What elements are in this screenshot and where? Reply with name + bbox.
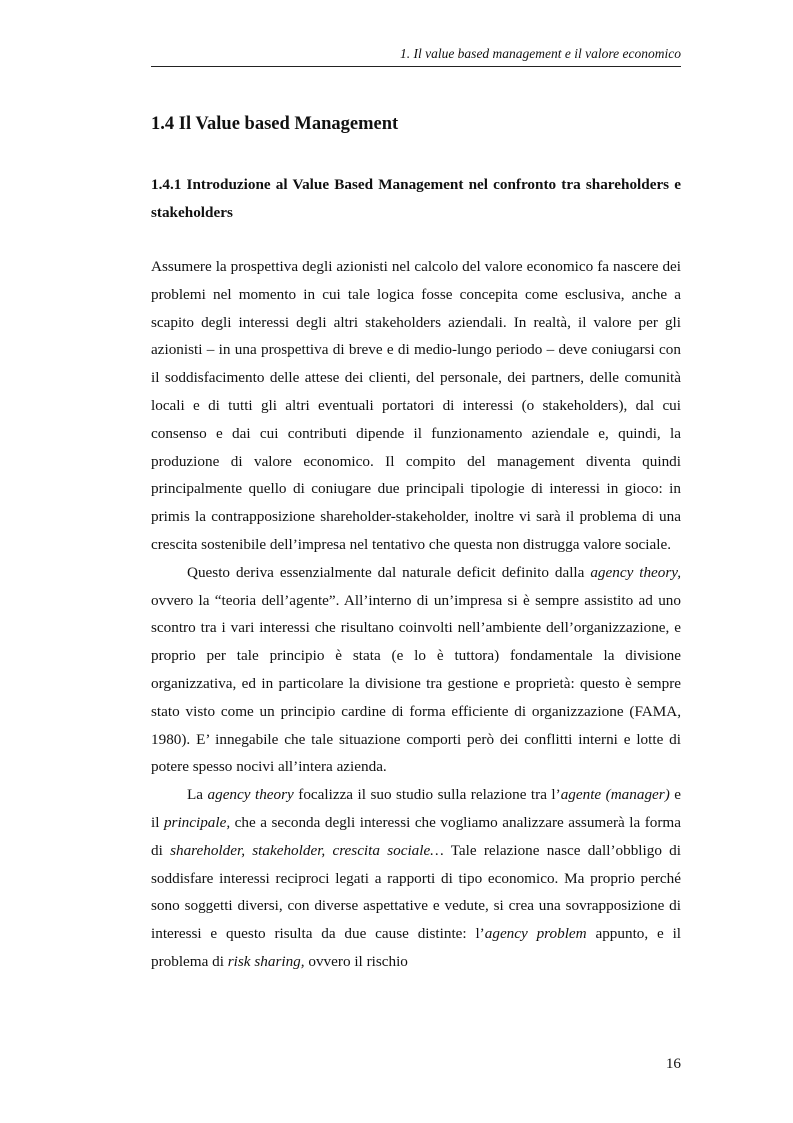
text-run: e il (151, 786, 681, 831)
paragraph-2 (151, 559, 681, 781)
page-number: 16 (665, 1055, 681, 1072)
italic-run: risk sharing, (227, 952, 305, 970)
paragraph-3 (151, 781, 681, 976)
text-run: Questo deriva essenzialmente dal naturale deficit definito dalla (187, 563, 591, 581)
italic-run: shareholder, stakeholder, crescita sociale… (170, 841, 444, 859)
text-run: che a seconda degli interessi che vogliamo analizzare assumerà la forma di (151, 813, 681, 859)
paragraph-1: Assumere la prospettiva degli azionisti nel calcolo del valore economico fa nascere dei problemi nel momento in cui tale logica fosse concepita come esclusiva, anche a scapito degli interessi degli altri stakeholders aziendali. In realtà, il valore per gli azionisti – in una prospettiva di breve e di medio-lungo periodo – deve coniugarsi con il soddisfacimento delle attese dei clienti, del personale, dei partners, delle comunità locali e di tutti gli altri eventuali portatori di interessi (o stakeholders), dal cui consenso e dai cui contributi dipende il funzionamento aziendale e, quindi, la produzione di valore economico. Il compito del management diventa quindi principalmente quello di coniugare due principali tipologie di interessi in gioco: in primis la contrapposizione shareholder-stakeholder, inoltre vi sarà il problema di una crescita sostenibile dell’impresa nel tentativo che questa non distrugga valore sociale. (151, 258, 681, 553)
text-run: ovvero la “teoria dell’agente”. All’interno di un’impresa si è sempre assistito ad uno scontro tra i vari interessi che risultano coinvolti nell’ambiente dell’organizzazione, e proprio per tale principio è stata (e lo è tuttora) fondamentale la divisione organizzativa, ed in particolare la divisione tra gestione e proprietà: questo è sempre stato visto come un principio cardine di forma efficiente di organizzazione (FAMA, 1980). E’ innegabile che tale situazione comporti però dei conflitti interni e lotte di potere spesso nocivi all’intera azienda. (151, 591, 681, 776)
italic-run: principale, (163, 813, 231, 831)
text-run: appunto, e il problema di (151, 925, 682, 970)
running-header: 1. Il value based management e il valore economico (399, 46, 681, 61)
text-run: focalizza il suo studio sulla relazione tra l’ (293, 786, 561, 804)
header-rule (151, 66, 681, 67)
italic-run: agency theory, (590, 563, 681, 581)
text-run: ovvero il rischio (304, 952, 408, 970)
subsection-title: 1.4.1 Introduzione al Value Based Management nel confronto tra shareholders e stakeholders (151, 176, 681, 221)
italic-run: agency theory (207, 786, 294, 804)
body-text (151, 253, 681, 976)
italic-run: agente (manager) (560, 786, 670, 804)
italic-run: agency problem (484, 925, 587, 943)
text-run: La (187, 786, 208, 804)
section-title: 1.4 Il Value based Management (151, 114, 399, 134)
text-run: Tale relazione nasce dall’obbligo di soddisfare interessi reciproci legati a rapporti di tipo economico. Ma proprio perché sono soggetti diversi, con diverse aspettative e vedute, si crea una sovrapposizione di interessi e questo risulta da due cause distinte: l’ (151, 841, 681, 943)
